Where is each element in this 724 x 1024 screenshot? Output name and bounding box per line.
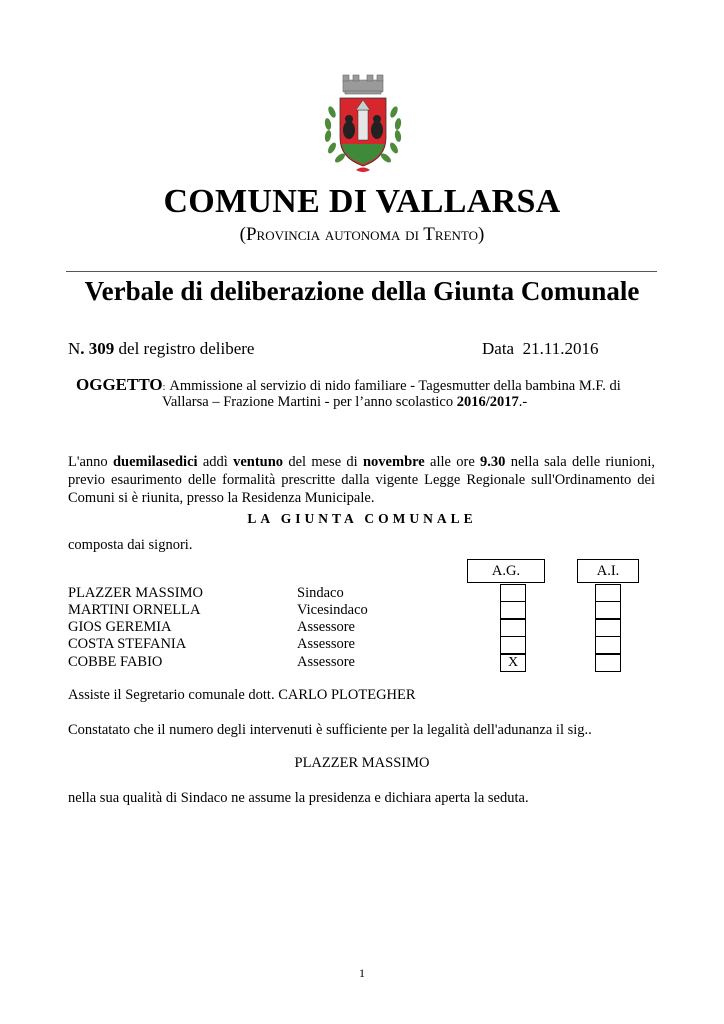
number-suffix: del registro delibere [114, 339, 255, 358]
opening-month: novembre [362, 454, 425, 470]
page-number: 1 [359, 966, 365, 980]
subject-separator: : [162, 382, 166, 393]
member-name: COBBE FABIO [68, 654, 163, 670]
giunta-title: LA GIUNTA COMUNALE [247, 511, 477, 526]
subject-line-1 [76, 375, 621, 395]
deliberation-number [68, 339, 254, 359]
subject-year: 2016/2017 [456, 394, 519, 410]
attendance-ag-cell [500, 601, 526, 619]
opening-text: L'anno [68, 454, 113, 470]
opening-year: duemilasedici [112, 454, 198, 470]
coat-of-arms-logo [318, 72, 408, 180]
attendance-ai-cell [595, 654, 621, 672]
opening-text: alle ore [424, 454, 481, 470]
member-name: COSTA STEFANIA [68, 636, 187, 652]
member-role: Vicesindaco [297, 602, 368, 618]
opening-text: addì [197, 454, 234, 470]
member-role: Sindaco [297, 585, 344, 601]
attendance-ai-cell [595, 584, 621, 602]
opening-paragraph [68, 453, 655, 507]
number-prefix: N [68, 339, 81, 358]
member-name: PLAZZER MASSIMO [68, 585, 203, 601]
president-name: PLAZZER MASSIMO [294, 755, 430, 771]
subject-line-2 [162, 394, 527, 411]
header-divider [66, 271, 657, 272]
number-value: . 309 [80, 339, 115, 358]
attendance-ag-cell [500, 584, 526, 602]
composed-label: composta dai signori. [68, 537, 193, 553]
opening-day: ventuno [233, 454, 284, 470]
presidency-line: nella sua qualità di Sindaco ne assume la presidenza e dichiara aperta la seduta. [68, 790, 529, 806]
date-label: Data [482, 339, 515, 358]
subject-end: .- [518, 394, 528, 410]
deliberation-date [482, 339, 598, 359]
attendance-ag-cell [500, 636, 526, 654]
opening-text: nella sala delle riunioni, previo esaurimento delle formalità prescritte dalla vigente Legge Regionale sull'Ordinamento dei Comuni si è riunita, presso la Residenza Municipale. [68, 454, 655, 506]
subject-text-2: Vallarsa – Frazione Martini - per l’anno scolastico [162, 394, 457, 410]
member-role: Assessore [297, 654, 355, 670]
subject-text-1: Ammissione al servizio di nido familiare - Tagesmutter della bambina M.F. di [169, 378, 621, 394]
column-header-ai: A.I. [577, 559, 639, 583]
opening-text: del mese di [283, 454, 363, 470]
member-name: MARTINI ORNELLA [68, 602, 201, 618]
date-value: 21.11.2016 [522, 339, 599, 358]
attendance-ai-cell [595, 636, 621, 654]
member-role: Assessore [297, 636, 355, 652]
subject-label: OGGETTO [76, 375, 163, 394]
secretary-line: Assiste il Segretario comunale dott. CARLO PLOTEGHER [68, 687, 416, 703]
attendance-ai-cell [595, 619, 621, 637]
document-heading: Verbale di deliberazione della Giunta Comunale [84, 276, 640, 306]
attendance-ag-cell: X [500, 654, 526, 672]
attendance-ai-cell [595, 601, 621, 619]
member-name: GIOS GEREMIA [68, 619, 172, 635]
opening-hour: 9.30 [480, 454, 506, 470]
quorum-line: Constatato che il numero degli intervenuti è sufficiente per la legalità dell'adunanza il sig.. [68, 722, 592, 738]
member-role: Assessore [297, 619, 355, 635]
attendance-ag-cell [500, 619, 526, 637]
province-subtitle: (Provincia autonoma di Trento) [239, 224, 485, 245]
municipality-title: COMUNE DI VALLARSA [163, 183, 561, 220]
column-header-ag: A.G. [467, 559, 545, 583]
